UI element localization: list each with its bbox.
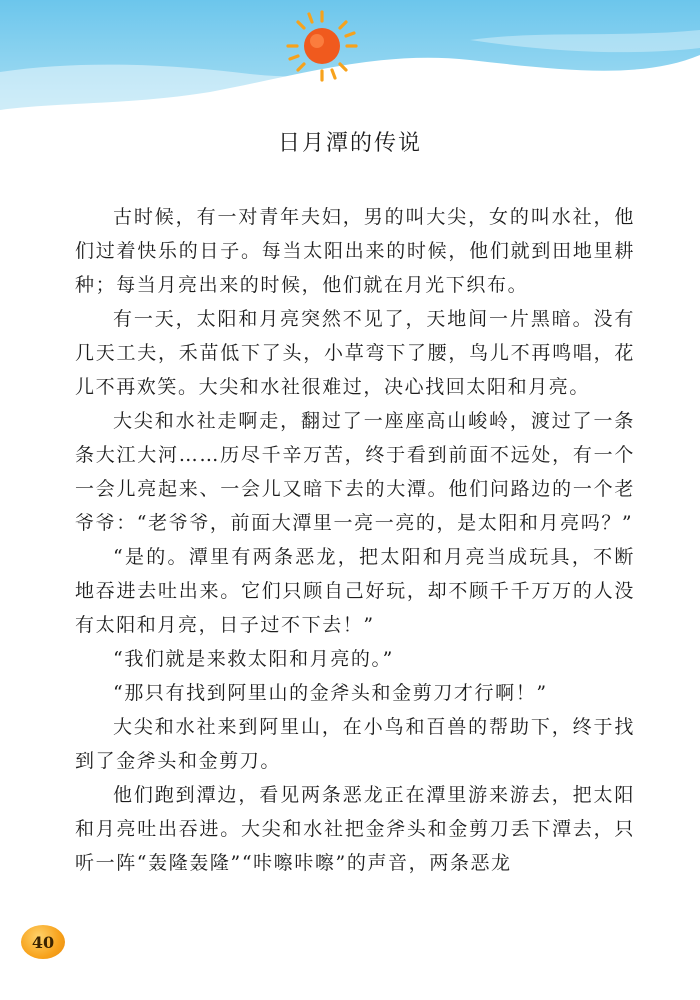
- story-paragraph: 古时候，有一对青年夫妇，男的叫大尖，女的叫水社，他们过着快乐的日子。每当太阳出来的时候，他们就到田地里耕种；每当月亮出来的时候，他们就在月光下织布。: [75, 206, 635, 296]
- page-title: 日月潭的传说: [277, 131, 422, 156]
- story-body: [75, 200, 635, 880]
- story-paragraph: 有一天，太阳和月亮突然不见了，天地间一片黑暗。没有几天工夫，禾苗低下了头，小草弯下了腰，鸟儿不再鸣唱，花儿不再欢笑。大尖和水社很难过，决心找回太阳和月亮。: [75, 308, 635, 398]
- story-paragraph: “我们就是来救太阳和月亮的。”: [113, 648, 394, 670]
- story-paragraph: 大尖和水社走啊走，翻过了一座座高山峻岭，渡过了一条条大江大河……历尽千辛万苦，终于看到前面不远处，有一个一会儿亮起来、一会儿又暗下去的大潭。他们问路边的一个老爷爷：“老爷爷，前面大潭里一亮一亮的，是太阳和月亮吗？”: [75, 410, 635, 534]
- story-paragraph: “是的。潭里有两条恶龙，把太阳和月亮当成玩具，不断地吞进去吐出来。它们只顾自己好玩，却不顾千千万万的人没有太阳和月亮，日子过不下去！”: [75, 546, 635, 636]
- story-paragraph: 他们跑到潭边，看见两条恶龙正在潭里游来游去，把太阳和月亮吐出吞进。大尖和水社把金斧头和金剪刀丢下潭去，只听一阵“轰隆轰隆”“咔嚓咔嚓”的声音，两条恶龙: [75, 784, 635, 874]
- sun-icon: [284, 8, 360, 84]
- story-paragraph: “那只有找到阿里山的金斧头和金剪刀才行啊！”: [113, 682, 548, 704]
- page-number-badge: [21, 925, 65, 959]
- page-number: 40: [31, 932, 55, 952]
- story-paragraph: 大尖和水社来到阿里山，在小鸟和百兽的帮助下，终于找到了金斧头和金剪刀。: [75, 716, 635, 772]
